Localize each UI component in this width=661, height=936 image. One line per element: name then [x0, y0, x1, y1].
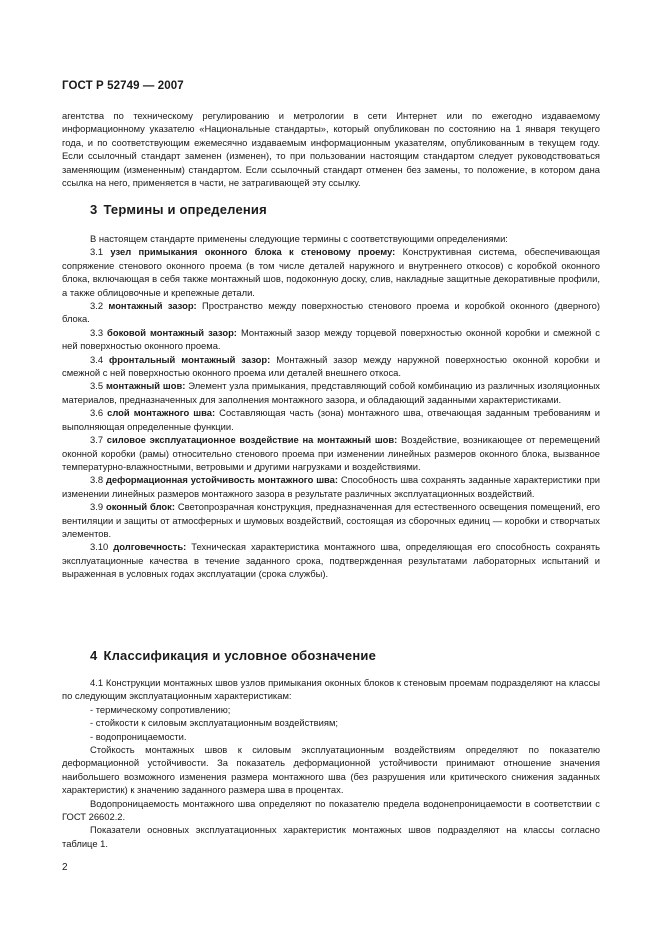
term-name: боковой монтажный зазор: [107, 326, 237, 338]
section-4-paragraph-2: Стойкость монтажных швов к силовым эксплуатационным воздействиям определяют по показателю деформационной устойчивости. За показатель деформационной устойчивости принимают отношение значения наибольшего возможного изменения размера монтажного шва (без разрушения или критического снижения заданных характеристик) к значению заданного размера шва в процентах. [62, 744, 600, 796]
term-definition [62, 433, 600, 473]
term-definition [62, 353, 600, 380]
intro-text: агентства по техническому регулированию и метрологии в сети Интернет или по ежегодно издаваемому информационному указателю «Национальные стандарты», который опубликован по состоянию на 1 января текущего года, и по соответствующим ежемесячно издаваемым информационным указателям, опубликованным в текущем году. Если ссылочный стандарт заменен (изменен), то при пользовании настоящим стандартом следует руководствоваться заменяющим (измененным) стандартом. Если ссылочный стандарт отменен без замены, то положение, в котором дана ссылка на него, применяется в части, не затрагивающей эту ссылку. [62, 110, 600, 189]
term-text: Монтажный зазор между торцевой поверхностью оконной коробки и смежной с ней поверхностью оконного проема. [62, 326, 600, 352]
term-text: Пространство между поверхностью стенового проема и коробкой оконного (дверного) блока. [62, 300, 600, 325]
term-text: Светопрозрачная конструкция, предназначенная для естественного освещения помещений, его вентиляции и защиты от атмосферных и шумовых воздействий, состоящая из сборочных единиц — коробки и створчатых элементов. [62, 501, 601, 539]
term-name: долговечность: [113, 541, 187, 553]
term-name: монтажный шов: [105, 380, 186, 392]
section-4-body [62, 676, 600, 850]
term-definition [62, 473, 600, 500]
term-number: 3.10 [90, 541, 109, 553]
intro-paragraph [62, 109, 600, 189]
term-definition [62, 540, 600, 580]
term-text: Монтажный зазор между наружной поверхностью оконной коробки и смежной с ней поверхностью оконного проема или деталей внешнего откоса. [62, 353, 601, 379]
section-3-title: Термины и определения [103, 202, 267, 217]
term-text: Элемент узла примыкания, представляющий собой комбинацию из различных изоляционных материалов, предназначенных для заполнения монтажного зазора, и обладающий заданными характеристиками. [62, 380, 600, 405]
section-4-number: 4 [90, 648, 98, 663]
section-3-heading [90, 202, 267, 217]
term-definition [62, 406, 600, 433]
document-header: ГОСТ Р 52749 — 2007 [62, 80, 184, 92]
term-definition [62, 326, 600, 353]
term-text: Составляющая часть (зона) монтажного шва, отвечающая заданным требованиям и выполняющая определенные функции. [62, 407, 601, 432]
section-4-heading [90, 648, 376, 663]
term-name: узел примыкания оконного блока к стеновому проему: [110, 246, 396, 258]
term-number: 3.4 [90, 353, 104, 365]
term-number: 3.8 [90, 474, 104, 486]
term-number: 3.7 [90, 434, 104, 446]
term-name: силовое эксплуатационное воздействие на монтажный шов: [106, 434, 398, 446]
section-4-title: Классификация и условное обозначение [103, 648, 377, 663]
term-number: 3.3 [90, 326, 104, 338]
term-number: 3.2 [90, 300, 104, 312]
term-definition [62, 299, 600, 326]
term-text: Техническая характеристика монтажного шва, определяющая его способность сохранять эксплуатационные качества в течение заданного срока, подтвержденная результатами лабораторных испытаний и выраженная в условных годах эксплуатации (срока службы). [62, 541, 600, 580]
term-name: фронтальный монтажный зазор: [109, 353, 271, 365]
term-definition [62, 500, 600, 540]
section-4-paragraph-3: Водопроницаемость монтажного шва определяют по показателю предела водонепроницаемости в соответствии с ГОСТ 26602.2. [62, 797, 600, 823]
section-3-body [62, 232, 600, 581]
list-item: - стойкости к силовым эксплуатационным воздействиям; [90, 717, 338, 729]
list-item: - термическому сопротивлению; [90, 703, 231, 715]
term-name: монтажный зазор: [108, 300, 197, 312]
term-name: оконный блок: [105, 501, 175, 513]
term-definition [62, 379, 600, 406]
term-definition [62, 245, 600, 299]
section-4-paragraph-1: 4.1 Конструкции монтажных швов узлов примыкания оконных блоков к стеновым проемам подразделяют на классы по следующим эксплуатационным характеристикам: [62, 677, 600, 702]
section-3-lead: В настоящем стандарте применены следующие термины с соответствующими определениями: [90, 233, 508, 244]
term-name: деформационная устойчивость монтажного шва: [105, 474, 339, 486]
term-number: 3.6 [90, 407, 104, 419]
term-text: Конструктивная система, обеспечивающая сопряжение стенового оконного проема (в том числе деталей наружного и внутреннего откосов) с коробкой оконного блока, включающая в себя также монтажный шов, подоконную доску, слив, накладные защитные декоративные профили, а также облицовочные и крепежные детали. [62, 246, 600, 298]
term-text: Способность шва сохранять заданные характеристики при изменении линейных размеров монтажного зазора в результате различных эксплуатационных воздействий. [62, 474, 601, 499]
list-item: - водопроницаемости. [90, 730, 187, 742]
page-number: 2 [62, 862, 68, 873]
term-name: слой монтажного шва: [107, 407, 216, 419]
term-number: 3.1 [90, 246, 104, 258]
term-number: 3.9 [90, 501, 104, 513]
section-4-paragraph-4: Показатели основных эксплуатационных характеристик монтажных швов подразделяют на классы согласно таблице 1. [62, 824, 600, 849]
section-3-number: 3 [90, 202, 98, 217]
term-number: 3.5 [90, 380, 104, 392]
term-text: Воздействие, возникающее от перемещений оконной коробки (рамы) относительно стенового проема при изменении линейных размеров оконного блока, вызванное температурно-влажностными, ветровыми и другими нагрузками и воздействиями. [62, 434, 600, 472]
